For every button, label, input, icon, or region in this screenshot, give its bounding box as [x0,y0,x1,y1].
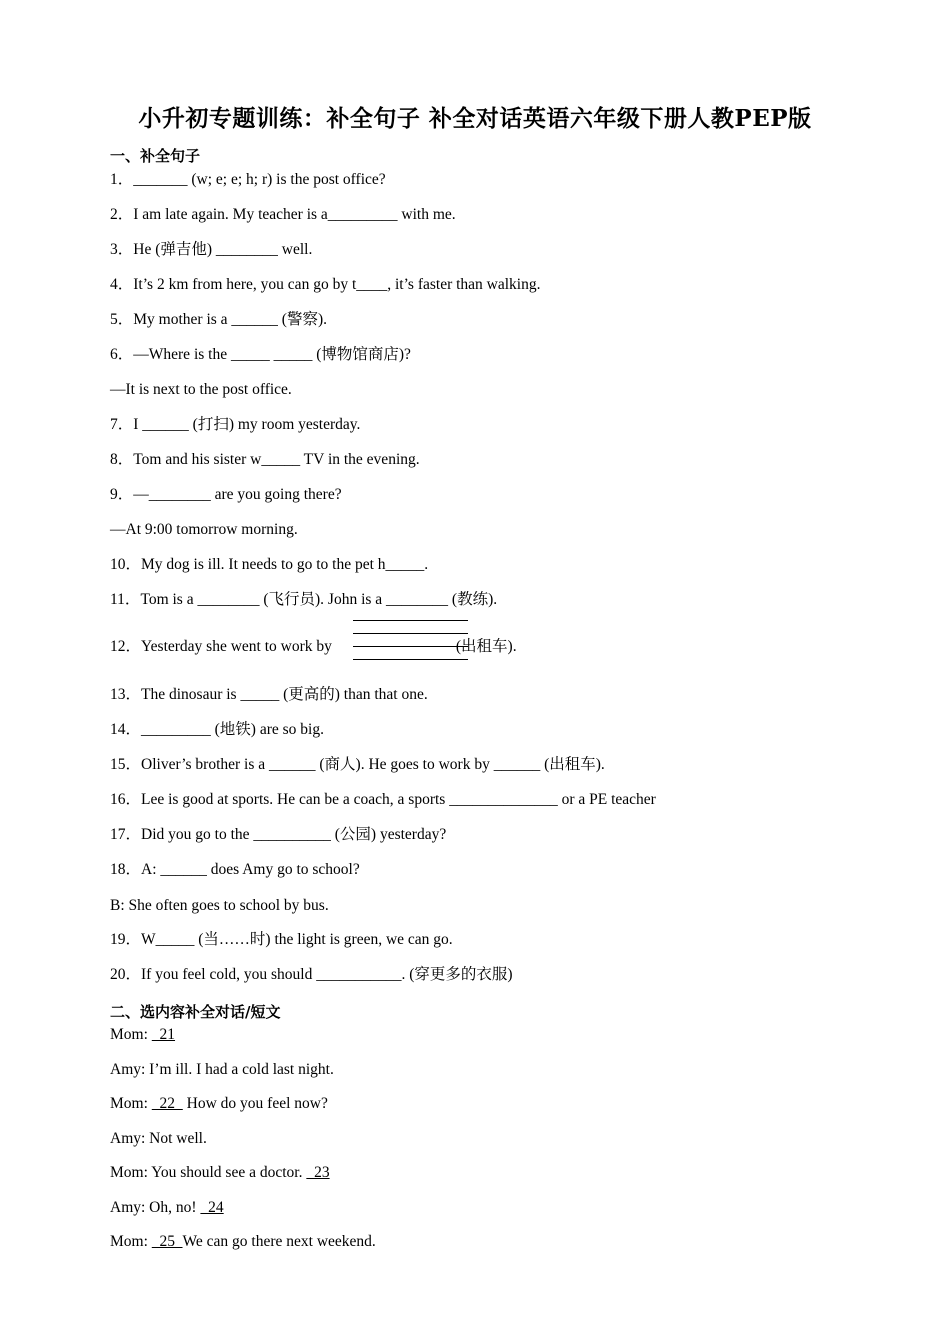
question-number: 13． [110,686,142,703]
question-4 [110,275,541,295]
question-text: The dinosaur is _____ (更高的) than that one. [141,686,428,703]
dialogue-text: Amy: I’m ill. I had a cold last night. [110,1061,334,1078]
answer-blank-line [353,608,468,621]
dialogue-text: Mom: [110,1233,152,1250]
question-text: My dog is ill. It needs to go to the pet h_____. [141,556,429,573]
question-10 [110,555,428,575]
question-12 [110,637,517,657]
question-text: It’s 2 km from here, you can go by t____, it’s faster than walking. [133,276,541,293]
section-2-heading: 二、选内容补全对话/短文 [110,1003,281,1021]
question-2 [110,205,456,225]
dialogue-line [110,1163,330,1183]
dialogue-line [110,1025,175,1045]
question-3 [110,240,312,260]
dialogue-text: How do you feel now? [182,1095,328,1112]
question-6 [110,345,411,365]
dialogue-blank: 24 [200,1199,224,1216]
question-text: He (弹吉他) ________ well. [133,241,313,258]
question-text: (出租车). [455,638,517,655]
question-18-answer [110,896,329,916]
question-number: 8． [110,451,134,468]
question-number: 9． [110,486,134,503]
question-number: 19． [110,931,142,948]
dialogue-text: Amy: Not well. [110,1130,207,1147]
question-19 [110,930,453,950]
question-11 [110,590,497,610]
section-1-heading: 一、补全句子 [110,147,201,165]
question-text: Lee is good at sports. He can be a coach, a sports ______________ or a PE teacher [141,791,656,808]
question-9-answer [110,520,298,540]
question-text: —________ are you going there? [133,486,342,503]
question-text: B: She often goes to school by bus. [110,897,329,914]
question-text: W_____ (当……时) the light is green, we can go. [141,931,453,948]
question-text: My mother is a ______ (警察). [133,311,327,328]
question-text: Yesterday she went to work by [141,638,332,655]
question-1 [110,170,386,190]
question-16 [110,790,656,810]
question-text: Oliver’s brother is a ______ (商人). He goes to work by ______ (出租车). [141,756,605,773]
question-15 [110,755,605,775]
question-number: 4． [110,276,134,293]
question-text: —It is next to the post office. [110,381,292,398]
question-number: 11． [110,591,141,608]
question-text: I am late again. My teacher is a_________ with me. [133,206,456,223]
dialogue-text: Mom: You should see a doctor. [110,1164,307,1181]
question-number: 20． [110,966,142,983]
dialogue-text: Mom: [110,1095,152,1112]
question-7 [110,415,360,435]
question-text: A: ______ does Amy go to school? [141,861,360,878]
question-13 [110,685,428,705]
question-number: 10． [110,556,142,573]
dialogue-line [110,1129,207,1149]
dialogue-line [110,1232,376,1252]
dialogue-line [110,1198,224,1218]
question-number: 2． [110,206,134,223]
dialogue-text: Mom: [110,1026,152,1043]
question-text: _________ (地铁) are so big. [141,721,324,738]
question-text: Tom and his sister w_____ TV in the evening. [133,451,420,468]
question-number: 17． [110,826,142,843]
dialogue-line [110,1060,334,1080]
dialogue-blank: 23 [306,1164,330,1181]
question-9 [110,485,342,505]
question-18 [110,860,360,880]
dialogue-text: Amy: Oh, no! [110,1199,201,1216]
question-20 [110,965,513,985]
question-6-answer [110,380,292,400]
question-text: If you feel cold, you should ___________. (穿更多的衣服) [141,966,513,983]
question-text: —At 9:00 tomorrow morning. [110,521,298,538]
question-17 [110,825,446,845]
question-number: 15． [110,756,142,773]
question-number: 14． [110,721,142,738]
question-text: Did you go to the __________ (公园) yesterday? [141,826,447,843]
question-number: 5． [110,311,134,328]
question-number: 3． [110,241,134,258]
question-14 [110,720,324,740]
answer-blank-line [353,621,468,634]
question-number: 16． [110,791,142,808]
question-number: 12． [110,638,142,655]
question-number: 18． [110,861,142,878]
dialogue-text: We can go there next weekend. [182,1233,376,1250]
question-text: _______ (w; e; e; h; r) is the post office? [133,171,386,188]
question-text: Tom is a ________ (飞行员). John is a ________ (教练). [140,591,498,608]
question-text: —Where is the _____ _____ (博物馆商店)? [133,346,411,363]
question-text: I ______ (打扫) my room yesterday. [133,416,361,433]
dialogue-blank: 25 [151,1233,183,1250]
question-number: 7． [110,416,134,433]
question-5 [110,310,327,330]
page-title: 小升初专题训练：补全句子 补全对话英语六年级下册人教PEP版 [138,105,812,132]
question-number: 1． [110,171,134,188]
dialogue-blank: 21 [151,1026,176,1043]
question-8 [110,450,420,470]
dialogue-blank: 22 [151,1095,183,1112]
dialogue-line [110,1094,328,1114]
question-number: 6． [110,346,134,363]
